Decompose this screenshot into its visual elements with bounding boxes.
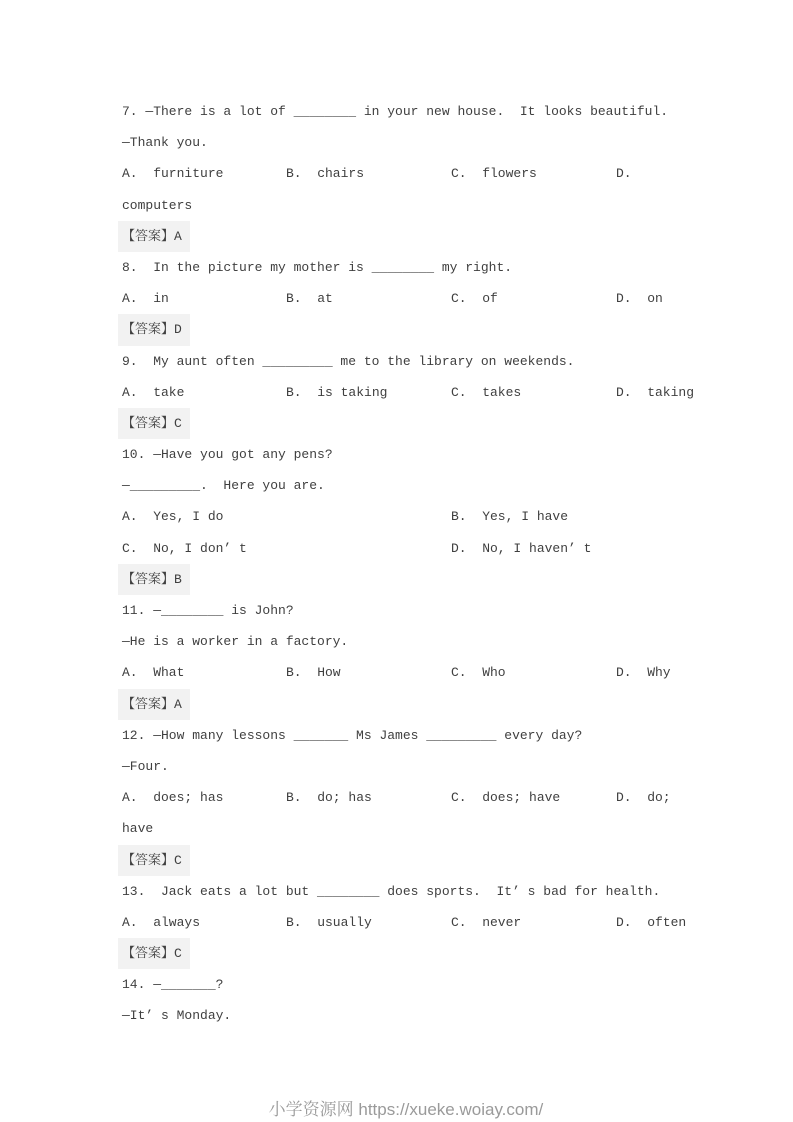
stem-continuation: [122, 813, 772, 844]
answer-line: [122, 314, 772, 345]
option-cell: C. No, I don’ t: [122, 540, 247, 556]
stem-text: 12. —How many lessons _______ Ms James _________ every day?: [122, 727, 583, 743]
answer-line: [122, 408, 772, 439]
question-13: [122, 876, 772, 970]
stem-text: —_________. Here you are.: [122, 478, 325, 494]
answer-value: C: [174, 415, 182, 431]
stem-text: 13. Jack eats a lot but ________ does sports. It’ s bad for health.: [122, 883, 661, 899]
option-cell: A. Yes, I do: [122, 509, 224, 525]
answer-label: 【答案】: [122, 852, 175, 868]
options-row: [122, 657, 772, 688]
question-stem: [122, 346, 772, 377]
option-cell: C. does; have: [451, 790, 561, 806]
answer-badge: [118, 221, 190, 252]
question-8: [122, 252, 772, 346]
answer-badge: [118, 314, 190, 345]
question-9: [122, 346, 772, 440]
option-cell: B. How: [286, 665, 341, 681]
question-stem: [122, 626, 772, 657]
answer-label: 【答案】: [122, 322, 175, 338]
stem-text: —Four.: [122, 758, 169, 774]
answer-badge: [118, 408, 190, 439]
answer-line: [122, 845, 772, 876]
options-row: [122, 533, 772, 564]
option-cell: A. take: [122, 384, 185, 400]
option-cell: D. Why: [616, 665, 671, 681]
option-cell: C. of: [451, 291, 498, 307]
answer-badge: [118, 938, 190, 969]
page-footer: [0, 1063, 793, 1122]
question-stem: [122, 470, 772, 501]
stem-text: 11. —________ is John?: [122, 603, 294, 618]
answer-value: C: [174, 852, 182, 868]
option-cell: A. What: [122, 665, 185, 681]
option-cell: A. does; has: [122, 790, 224, 806]
stem-text: —It’ s Monday.: [122, 1008, 232, 1024]
options-row: [122, 501, 772, 532]
option-cell: C. flowers: [451, 166, 537, 182]
stem-text: —He is a worker in a factory.: [122, 634, 349, 650]
option-cell: A. always: [122, 914, 201, 930]
option-cell: B. chairs: [286, 166, 365, 182]
options-row: [122, 782, 772, 813]
answer-label: 【答案】: [122, 228, 175, 244]
question-10: [122, 439, 772, 595]
question-stem: [122, 969, 772, 1000]
option-cell: D. No, I haven’ t: [451, 540, 592, 556]
answer-label: 【答案】: [122, 571, 175, 587]
options-row: [122, 158, 772, 189]
answer-value: A: [174, 228, 182, 244]
option-cell: D.: [616, 166, 632, 182]
question-stem: [122, 252, 772, 283]
answer-label: 【答案】: [122, 946, 175, 962]
stem-text: 9. My aunt often _________ me to the library on weekends.: [122, 353, 575, 369]
option-cell: B. Yes, I have: [451, 509, 569, 525]
question-stem: [122, 96, 772, 127]
question-stem: [122, 720, 772, 751]
option-cell: D. often: [616, 914, 687, 930]
options-row: [122, 377, 772, 408]
options-row: [122, 907, 772, 938]
option-cell: C. takes: [451, 384, 522, 400]
option-cell: B. do; has: [286, 790, 372, 806]
option-cell: D. on: [616, 291, 663, 307]
stem-text: 8. In the picture my mother is ________ my right.: [122, 259, 513, 275]
question-14: [122, 969, 772, 1031]
option-cell: B. usually: [286, 914, 372, 930]
answer-value: A: [174, 696, 182, 712]
answer-label: 【答案】: [122, 415, 175, 431]
questions-list: [122, 96, 772, 1032]
answer-value: B: [174, 571, 182, 587]
option-cell: D. taking: [616, 384, 695, 400]
answer-badge: [118, 564, 190, 595]
answer-value: C: [174, 946, 182, 962]
option-cell: C. never: [451, 914, 522, 930]
question-12: [122, 720, 772, 876]
stem-text: 14. —_______?: [122, 977, 224, 993]
answer-line: [122, 564, 772, 595]
question-stem: [122, 751, 772, 782]
answer-line: [122, 938, 772, 969]
option-cell: C. Who: [451, 665, 506, 681]
question-stem: [122, 127, 772, 158]
answer-label: 【答案】: [122, 696, 175, 712]
question-7: [122, 96, 772, 252]
question-stem: [122, 1000, 772, 1031]
question-stem: [122, 595, 772, 626]
footer-watermark: 小学资源网 https://xueke.woiay.com/: [268, 1100, 544, 1119]
answer-value: D: [174, 322, 182, 338]
stem-text: have: [122, 821, 154, 837]
option-cell: A. furniture: [122, 166, 224, 182]
stem-text: computers: [122, 197, 193, 213]
option-cell: B. is taking: [286, 384, 388, 400]
stem-continuation: [122, 190, 772, 221]
option-cell: D. do;: [616, 790, 671, 806]
answer-badge: [118, 689, 190, 720]
answer-badge: [118, 845, 190, 876]
answer-line: [122, 689, 772, 720]
stem-text: 7. —There is a lot of ________ in your new house. It looks beautiful.: [122, 104, 669, 119]
stem-text: 10. —Have you got any pens?: [122, 447, 333, 463]
question-stem: [122, 876, 772, 907]
option-cell: A. in: [122, 291, 169, 307]
answer-line: [122, 221, 772, 252]
question-stem: [122, 439, 772, 470]
stem-text: —Thank you.: [122, 135, 208, 151]
option-cell: B. at: [286, 291, 333, 307]
options-row: [122, 283, 772, 314]
question-11: [122, 595, 772, 720]
